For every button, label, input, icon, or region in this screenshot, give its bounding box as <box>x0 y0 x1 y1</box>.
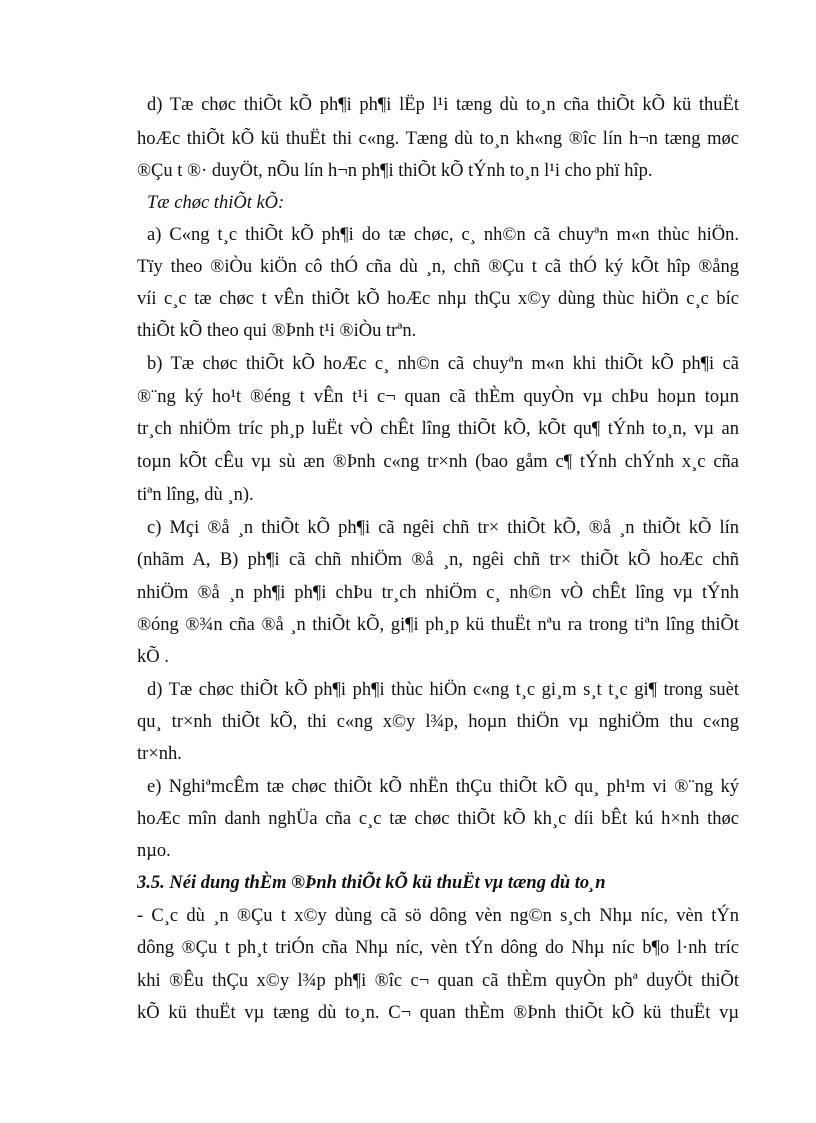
text-line: khi ®Êu thÇu x©y l¾p ph¶i ®îc c¬ quan cã thÈm quyÒn phª duyÖt thiÕt <box>137 971 739 991</box>
text-line: e) NghiªmcÊm tæ chøc thiÕt kÕ nhËn thÇu thiÕt kÕ qu¸ ph¹m vi ®¨ng ký <box>147 777 739 797</box>
section-subheading: Tæ chøc thiÕt kÕ: <box>147 193 285 213</box>
text-line: thiÕt kÕ theo qui ®Þnh t¹i ®iÒu trªn. <box>137 321 417 341</box>
text-line: c) Mçi ®å ¸n thiÕt kÕ ph¶i cã ngêi chñ tr× thiÕt kÕ, ®å ¸n thiÕt kÕ lín <box>147 518 739 538</box>
text-line: ®óng ®¾n cña ®å ¸n thiÕt kÕ, gi¶i ph¸p kü thuËt nªu ra trong tiªn lîng thiÕt <box>137 615 739 635</box>
text-line: tr¸ch nhiÖm tríc ph¸p luËt vÒ chÊt lîng thiÕt kÕ, kÕt qu¶ tÝnh to¸n, vµ an <box>137 419 739 439</box>
text-line: toµn kÕt cÊu vµ sù æn ®Þnh c«ng tr×nh (bao gåm c¶ tÝnh chÝnh x¸c cña <box>137 452 739 472</box>
text-line: Tïy theo ®iÒu kiÖn cô thÓ cña dù ¸n, chñ ®Çu t cã thÓ ký kÕt hîp ®ång <box>137 257 739 277</box>
text-line: (nhãm A, B) ph¶i cã chñ nhiÖm ®å ¸n, ngêi chñ tr× thiÕt kÕ hoÆc chñ <box>137 550 739 570</box>
text-line: nhiÖm ®å ¸n ph¶i ph¶i chÞu tr¸ch nhiÖm c¸ nh©n vÒ chÊt lîng vµ tÝnh <box>137 583 739 603</box>
text-line: kÕ . <box>137 647 169 667</box>
text-line: tiªn lîng, dù ¸n). <box>137 485 254 505</box>
text-line: ®¨ng ký ho¹t ®éng t vÊn t¹i c¬ quan cã thÈm quyÒn vµ chÞu hoµn toµn <box>137 387 739 407</box>
section-heading: 3.5. Néi dung thÈm ®Þnh thiÕt kÕ kü thuËt vµ tæng dù to¸n <box>137 873 606 893</box>
text-line: víi c¸c tæ chøc t vÊn thiÕt kÕ hoÆc nhµ thÇu x©y dùng thùc hiÖn c¸c bíc <box>137 289 739 309</box>
text-line: d) Tæ chøc thiÕt kÕ ph¶i ph¶i thùc hiÖn c«ng t¸c gi¸m s¸t t¸c gi¶ trong suèt <box>147 680 739 700</box>
text-line: qu¸ tr×nh thiÕt kÕ, thi c«ng x©y l¾p, hoµn thiÖn vµ nghiÖm thu c«ng <box>137 712 739 732</box>
text-line: dông ®Çu t ph¸t triÓn cña Nhµ níc, vèn tÝn dông do Nhµ níc b¶o l·nh tríc <box>137 938 739 958</box>
text-line: - C¸c dù ¸n ®Çu t x©y dùng cã sö dông vèn ng©n s¸ch Nhµ níc, vèn tÝn <box>137 906 739 926</box>
text-line: a) C«ng t¸c thiÕt kÕ ph¶i do tæ chøc, c¸ nh©n cã chuyªn m«n thùc hiÖn. <box>147 225 739 245</box>
text-line: hoÆc mîn danh nghÜa cña c¸c tæ chøc thiÕt kÕ kh¸c díi bÊt kú h×nh thøc <box>137 809 739 829</box>
text-line: kÕ kü thuËt vµ tæng dù to¸n. C¬ quan thÈm ®Þnh thiÕt kÕ kü thuËt vµ <box>137 1003 739 1023</box>
text-line: ®Çu t ®· duyÖt, nÕu lín h¬n ph¶i thiÕt kÕ tÝnh to¸n l¹i cho phï hîp. <box>137 161 653 181</box>
text-line: tr×nh. <box>137 744 182 764</box>
text-line: nµo. <box>137 841 171 861</box>
text-line: b) Tæ chøc thiÕt kÕ hoÆc c¸ nh©n cã chuyªn m«n khi thiÕt kÕ ph¶i cã <box>147 354 739 374</box>
text-line: d) Tæ chøc thiÕt kÕ ph¶i ph¶i lËp l¹i tæng dù to¸n cña thiÕt kÕ kü thuËt <box>147 95 739 115</box>
text-line: hoÆc thiÕt kÕ kü thuËt thi c«ng. Tæng dù to¸n kh«ng ®îc lín h¬n tæng møc <box>137 129 739 149</box>
